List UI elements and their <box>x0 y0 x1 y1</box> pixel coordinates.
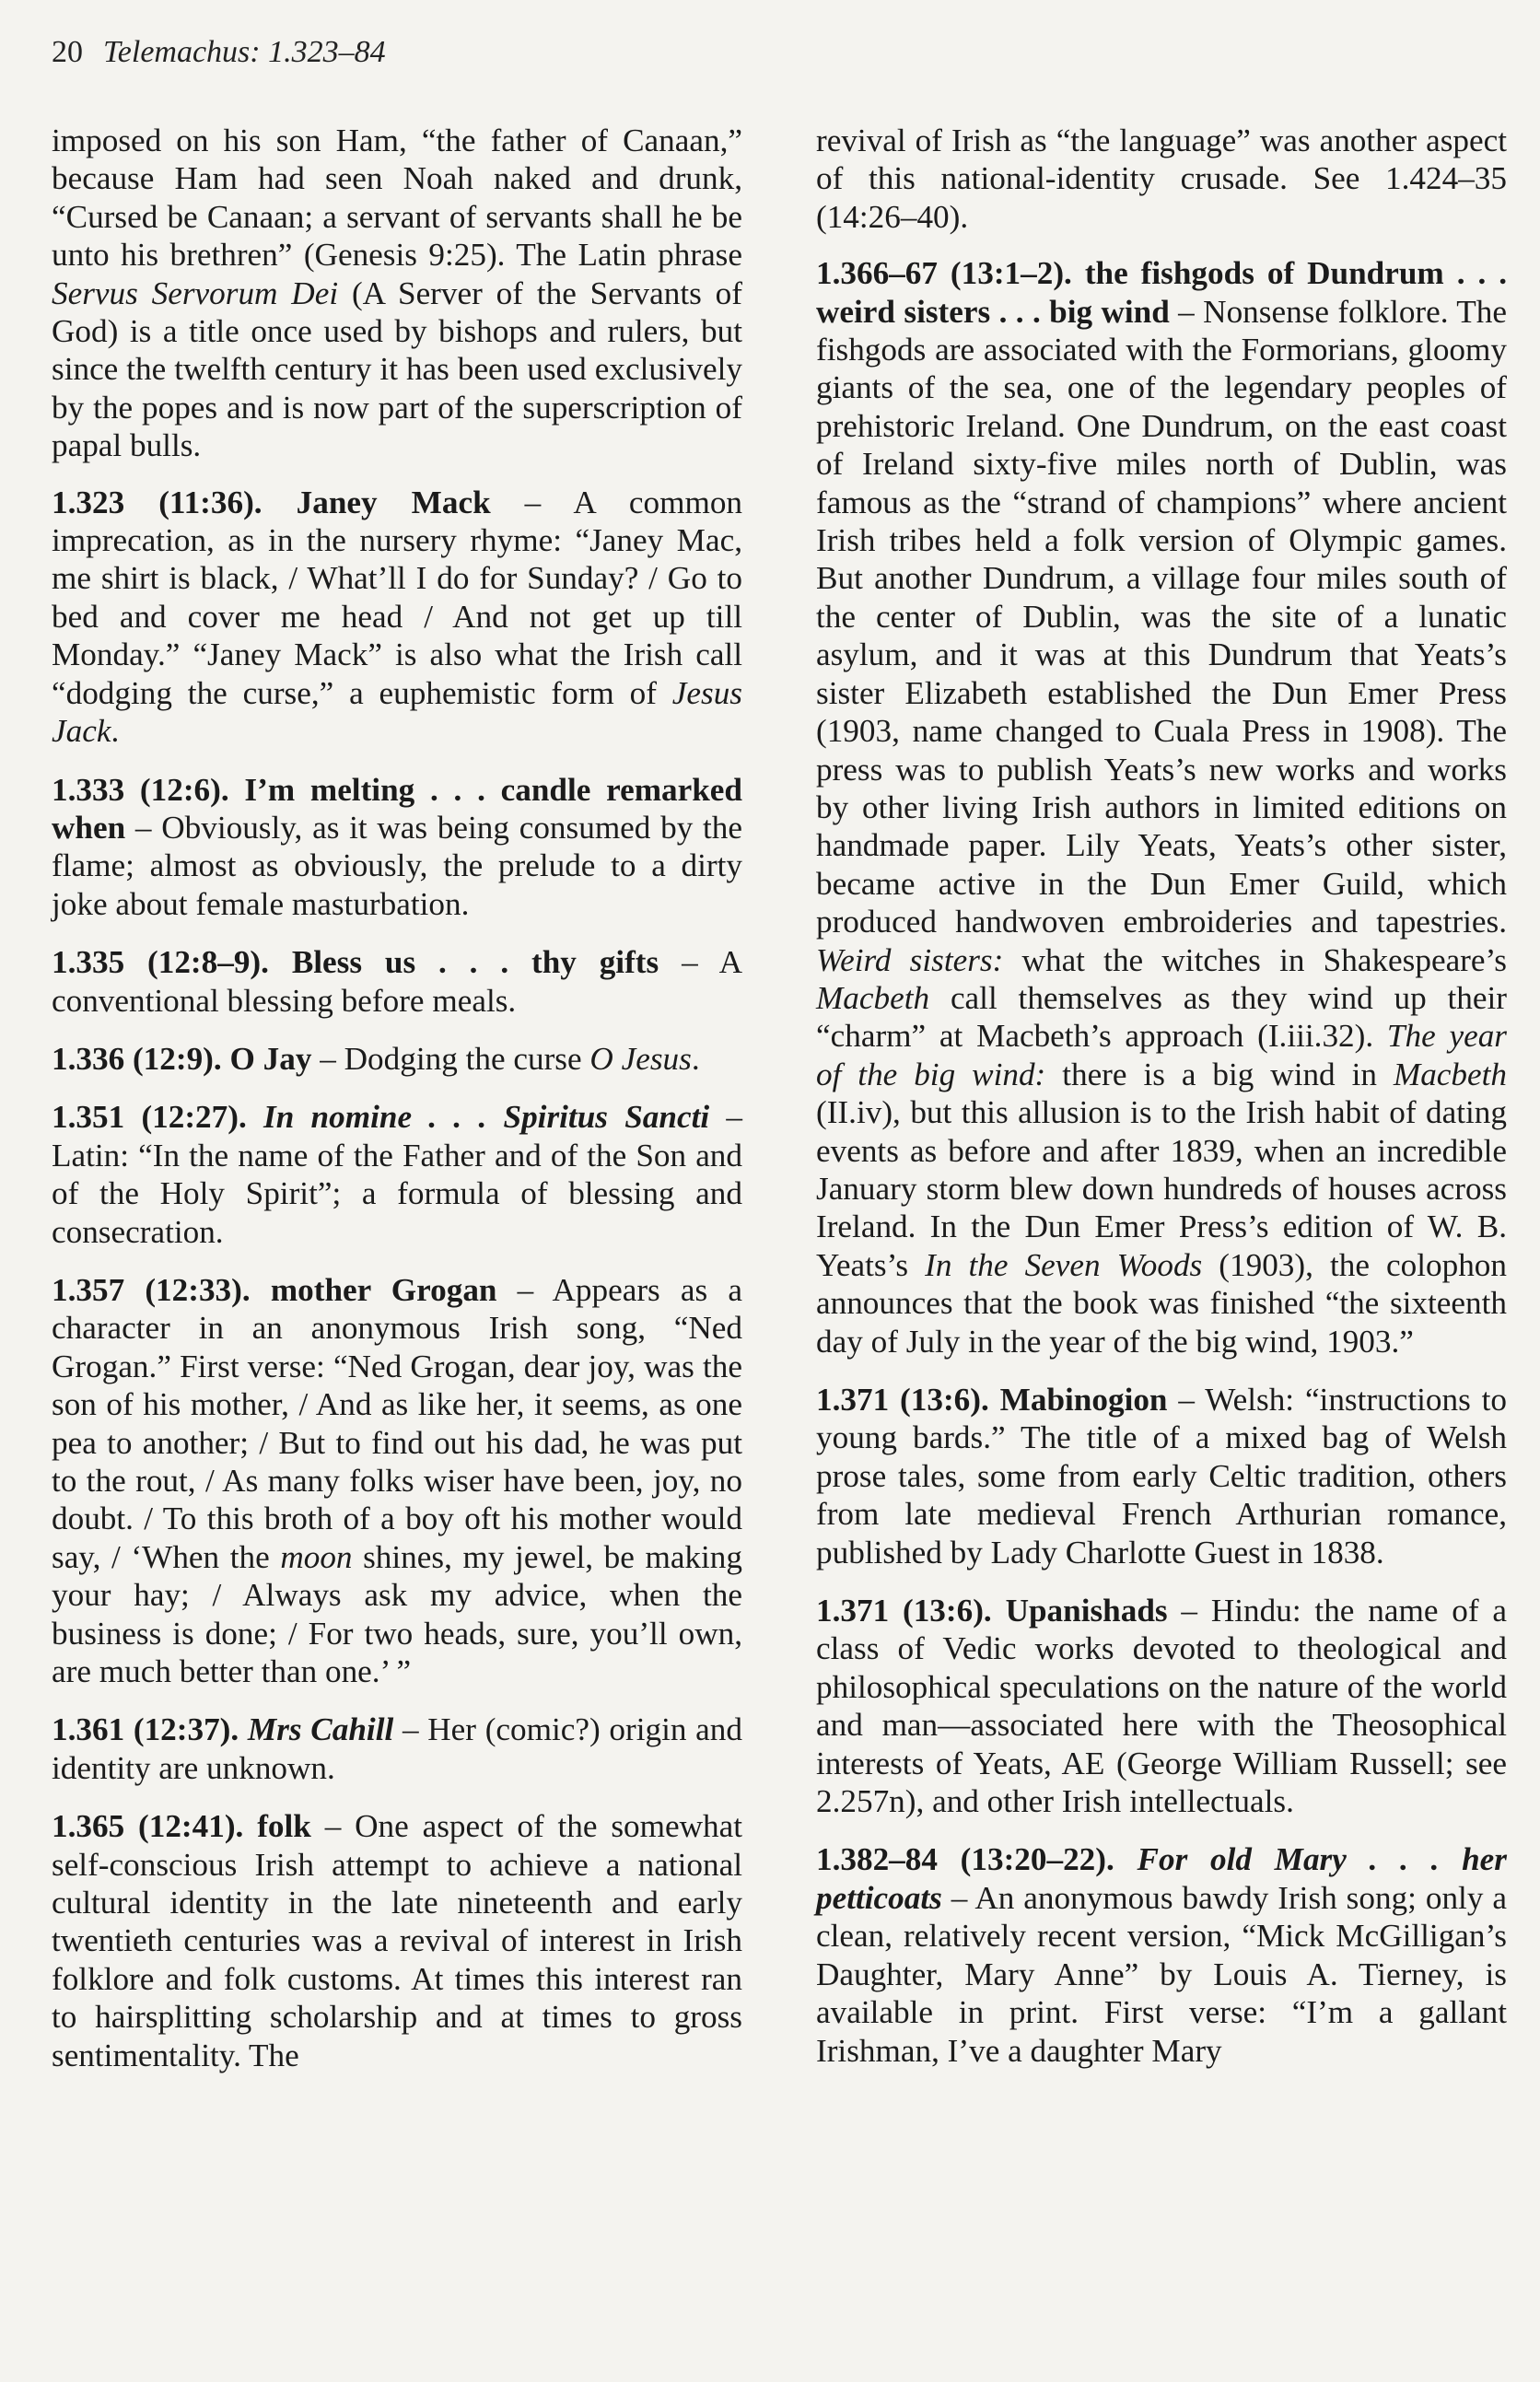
right-column <box>816 122 1507 2090</box>
entry-lemma: O Jay <box>229 1040 312 1077</box>
text-run: The year of the big wind: <box>816 1018 1507 1092</box>
gloss-entry: 1.371 (13:6). Upanishads – Hindu: the name of a class of Vedic works devoted to theological and philosophical speculations on the nature of the world and man—associated here with the Theosophical interests of Yeats, AE (George William Russell; see 2.257n), and other Irish intellectuals. <box>816 1593 1508 1820</box>
text-run: A common imprecation, as in the nursery rhyme: “Janey Mac, me shirt is black, / What’ll I do for Sunday? / Go to bed and cover me head / And not get up till Monday.” “Janey Mack” is also what the Irish call “dodging the curse,” a euphemistic form of <box>52 484 743 711</box>
entry-reference: 1.351 (12:27). <box>52 1099 247 1136</box>
gloss-entry: 1.335 (12:8–9). Bless us . . . thy gifts – A conventional blessing before meals. <box>52 944 742 1019</box>
text-run: Welsh: “instructions to young bards.” The title of a mixed bag of Welsh prose tales, some from early Celtic tradition, others from late medieval French Arthurian romance, published by Lady Charlotte Guest in 1838. <box>816 1382 1507 1570</box>
gloss-entry: 1.366–67 (13:1–2). the fishgods of Dundrum . . . weird sisters . . . big wind – Nonsense folklore. The fishgods are associated with the Formorians, gloomy giants of the sea, one of the legendary peoples of prehistoric Ireland. One Dundrum, on the east coast of Ireland sixty-five miles north of Dublin, was famous as the “strand of champions” where ancient Irish tribes held a folk version of Olympic games. But another Dundrum, a village four miles south of the center of Dublin, was the site of a lunatic asylum, and it was at this Dundrum that Yeats’s sister Elizabeth established the Dun Emer Press (1903, name changed to Cuala Press in 1908). The press was to publish Yeats’s new works and works by other living Irish authors in limited editions on handmade paper. Lily Yeats, Yeats’s other sister, became active in the Dun Emer Guild, which produced handwoven embroideries and tapestries. Weird sisters: what the witches in Shakespeare’s Macbeth call themselves as they wind up their “charm” at Macbeth’s approach (I.iii.32). The year of the big wind: there is a big wind in Macbeth (II.iv), but this allusion is to the Irish habit of dating events as before and after 1839, when an incredible January storm blew down hundreds of houses across Ireland. In the Dun Emer Press’s edition of W. B. Yeats’s In the Seven Woods (1903), the colophon announces that the book was finished “the sixteenth day of July in the year of the big wind, 1903.” <box>816 255 1508 1360</box>
entry-reference: 1.333 (12:6). <box>52 771 229 808</box>
entry-lemma: Bless us . . . thy gifts <box>291 944 659 981</box>
entry-lemma: Mrs Cahill <box>247 1711 394 1748</box>
text-run: O Jesus <box>589 1040 692 1077</box>
text-run: In the Seven Woods <box>925 1246 1203 1283</box>
entry-reference: 1.371 (13:6). <box>816 1382 989 1418</box>
gloss-entry: 1.323 (11:36). Janey Mack – A common imprecation, as in the nursery rhyme: “Janey Mac, me shirt is black, / What’ll I do for Sunday? / Go to bed and cover me head / And not get up till Monday.” “Janey Mack” is also what the Irish call “dodging the curse,” a euphemistic form of Jesus Jack. <box>52 484 743 750</box>
entry-lemma: In nomine . . . Spiritus Sancti <box>263 1099 710 1136</box>
gloss-entry: 1.336 (12:9). O Jay – Dodging the curse O Jesus. <box>52 1040 700 1077</box>
text-run: Her (comic?) origin and identity are unknown. <box>52 1711 742 1786</box>
text-run: moon <box>280 1538 353 1575</box>
text-run: A conventional blessing before meals. <box>52 944 742 1019</box>
text-run: what the witches in Shakespeare’s <box>1003 941 1507 978</box>
gloss-entry: 1.357 (12:33). mother Grogan – Appears as a character in an anonymous Irish song, “Ned Grogan.” First verse: “Ned Grogan, dear joy, was the son of his mother, / And as like her, it seems, as one pea to another; / But to find out his dad, he was put to the rout, / As many folks wiser have been, joy, no doubt. / To this broth of a boy oft his mother would say, / ‘When the moon shines, my jewel, be making your hay; / Always ask my advice, when the business is done; / For two heads, sure, you’ll own, are much better than one.’ ” <box>52 1271 743 1690</box>
text-run: One aspect of the somewhat self-conscious Irish attempt to achieve a national cultural identity in the late nineteenth and early twentieth centuries was a revival of interest in Irish folklore and folk customs. At times this interest ran to hairsplitting scholarship and at times to gross sentimentality. The <box>52 1808 743 2073</box>
text-run: Appears as a character in an anonymous Irish song, “Ned Grogan.” First verse: “Ned Grogan, dear joy, was the son of his mother, / And as like her, it seems, as one pea to another; / But to find out his dad, he was put to the rout, / As many folks wiser have been, joy, no doubt. / To this broth of a boy oft his mother would say, / ‘When the <box>52 1271 743 1575</box>
entry-reference: 1.336 (12:9). <box>52 1040 222 1077</box>
text-run: . <box>691 1040 700 1077</box>
text-run: An anonymous bawdy Irish song; only a clean, relatively recent version, “Mick McGilligan’s Daughter, Mary Anne” by Louis A. Tierney, is available in print. First verse: “I’m a gallant Irishman, I’ve a daughter Mary <box>816 1879 1507 2069</box>
gloss-entry: 1.382–84 (13:20–22). For old Mary . . . her petticoats – An anonymous bawdy Irish song; only a clean, relatively recent version, “Mick McGilligan’s Daughter, Mary Anne” by Louis A. Tierney, is available in print. First verse: “I’m a gallant Irishman, I’ve a daughter Mary <box>816 1841 1507 2069</box>
entry-gloss <box>816 294 1507 1360</box>
text-run: Macbeth <box>1393 1056 1507 1092</box>
gloss-entry: 1.365 (12:41). folk – One aspect of the somewhat self-conscious Irish attempt to achieve a national cultural identity in the late nineteenth and early twentieth centuries was a revival of interest in Irish folklore and folk customs. At times this interest ran to hairsplitting scholarship and at times to gross sentimentality. The <box>52 1808 743 2073</box>
entry-lemma: folk <box>257 1808 311 1845</box>
text-run: (1903), the colophon announces that the book was finished “the sixteenth day of July in the year of the big wind, 1903.” <box>816 1246 1507 1360</box>
text-run: Nonsense folklore. The fishgods are associated with the Formorians, gloomy giants of the sea, one of the legendary peoples of prehistoric Ireland. One Dundrum, on the east coast of Ireland sixty-five miles north of Dublin, was famous as the “strand of champions” where ancient Irish tribes held a folk version of Olympic games. But another Dundrum, a village four miles south of the center of Dublin, was the site of a lunatic asylum, and it was at this Dundrum that Yeats’s sister Elizabeth established the Dun Emer Press (1903, name changed to Cuala Press in 1908). The press was to publish Yeats’s new works and works by other living Irish authors in limited editions on handmade paper. Lily Yeats, Yeats’s other sister, became active in the Dun Emer Guild, which produced handwoven embroideries and tapestries. <box>816 293 1507 940</box>
entry-lemma: the fishgods of Dundrum . . . weird sisters . . . big wind <box>816 255 1508 330</box>
gloss-entry: 1.361 (12:37). Mrs Cahill – Her (comic?) origin and identity are unknown. <box>52 1711 742 1786</box>
text-run: Jesus Jack <box>52 674 742 750</box>
entry-lemma: Janey Mack <box>296 484 491 520</box>
entry-gloss <box>52 1138 742 1250</box>
entry-gloss <box>52 485 742 749</box>
entry-reference: 1.323 (11:36). <box>52 484 262 520</box>
entry-lemma: Mabinogion <box>999 1382 1168 1418</box>
text-run: (A Server of the Servants of God) is a title once used by bishops and rulers, but since the twelfth century it has been used exclusively by the popes and is now part of the superscription of papal bulls. <box>52 274 742 464</box>
text-run: call themselves as they wind up their “charm” at Macbeth’s approach (I.iii.32). <box>816 979 1507 1055</box>
text-run: Dodging the curse <box>344 1040 590 1077</box>
entry-reference: 1.365 (12:41). <box>52 1808 244 1845</box>
entry-lemma: Upanishads <box>1005 1593 1168 1629</box>
text-run: Obviously, as it was being consumed by the flame; almost as obviously, the prelude to a dirty joke about female masturbation. <box>52 809 743 922</box>
text-run: (II.iv), but this allusion is to the Irish habit of dating events as before and after 1839, when an incredible January storm blew down hundreds of houses across Ireland. In the Dun Emer Press’s edition of W. B. Yeats’s <box>816 1094 1507 1283</box>
gloss-entry: 1.351 (12:27). In nomine . . . Spiritus Sancti – Latin: “In the name of the Father and of the Son and of the Holy Spirit”; a formula of blessing and consecration. <box>52 1099 742 1250</box>
gloss-entry: 1.371 (13:6). Mabinogion – Welsh: “instructions to young bards.” The title of a mixed bag of Welsh prose tales, some from early Celtic tradition, others from late medieval French Arthurian romance, published by Lady Charlotte Guest in 1838. <box>816 1382 1507 1570</box>
entry-reference: 1.361 (12:37). <box>52 1711 239 1748</box>
running-head <box>52 35 386 70</box>
text-run: Servus Servorum Dei <box>52 274 339 311</box>
text-run: revival of Irish as “the language” was another aspect of this national-identity crusade. See 1.424–35 (14:26–40). <box>816 123 1507 235</box>
entry-lemma: I’m melting . . . candle remarked when <box>52 771 742 846</box>
continued-paragraph <box>816 122 1507 236</box>
text-run: there is a big wind in <box>1045 1056 1394 1092</box>
entry-gloss <box>344 1041 700 1077</box>
entry-lemma: mother Grogan <box>270 1271 497 1308</box>
text-run: Hindu: the name of a class of Vedic works devoted to theological and philosophical speculations on the nature of the world and man—associated here with the Theosophical interests of Yeats, AE (George William Russell; see 2.257n), and other Irish intellectuals. <box>816 1593 1508 1820</box>
entry-reference: 1.335 (12:8–9). <box>52 944 269 981</box>
entry-reference: 1.357 (12:33). <box>52 1271 251 1308</box>
left-column <box>52 122 742 2095</box>
entry-lemma: For old Mary . . . her petticoats <box>816 1841 1507 1916</box>
continued-paragraph <box>52 122 742 465</box>
gloss-entry: 1.333 (12:6). I’m melting . . . candle remarked when – Obviously, as it was being consumed by the flame; almost as obviously, the prelude to a dirty joke about female masturbation. <box>52 771 743 922</box>
entry-gloss <box>52 1808 742 2073</box>
text-run: Macbeth <box>816 979 930 1016</box>
text-run: . <box>111 713 120 750</box>
running-head-title: Telemachus: 1.323–84 <box>103 35 386 69</box>
text-run: imposed on his son Ham, “the father of Canaan,” because Ham had seen Noah naked and drunk, “Cursed be Canaan; a servant of servants shall he be unto his brethren” (Genesis 9:25). The Latin phrase <box>52 123 742 274</box>
page-number: 20 <box>52 35 83 69</box>
text-run: shines, my jewel, be making your hay; / Always ask my advice, when the business is done; / For two heads, sure, you’ll own, are much better than one.’ ” <box>52 1538 742 1690</box>
entry-reference: 1.366–67 (13:1–2). <box>816 255 1072 292</box>
entry-reference: 1.371 (13:6). <box>816 1593 992 1629</box>
text-run: Latin: “In the name of the Father and of the Son and of the Holy Spirit”; a formula of blessing and consecration. <box>52 1137 742 1250</box>
text-run: Weird sisters: <box>816 941 1004 978</box>
entry-gloss <box>52 1272 742 1689</box>
entry-gloss <box>52 810 742 922</box>
entry-reference: 1.382–84 (13:20–22). <box>816 1841 1114 1878</box>
